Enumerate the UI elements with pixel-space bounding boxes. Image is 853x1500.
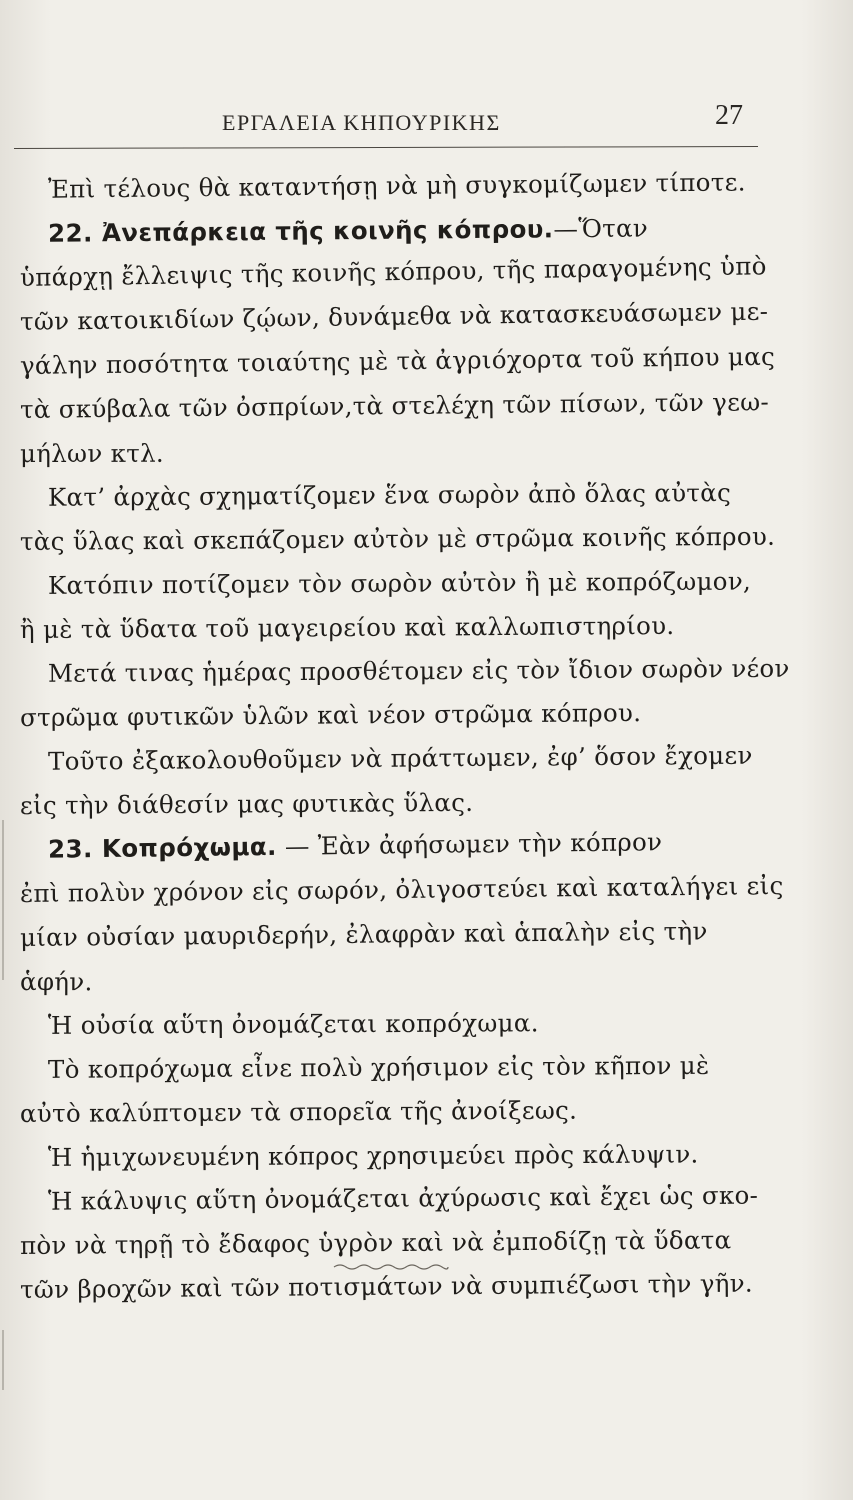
margin-shadow	[2, 1330, 4, 1390]
text-line	[20, 647, 790, 696]
line-text: τῶν βροχῶν καὶ τῶν ποτισμάτων νὰ συμπιέζωσι τὴν γῆν.	[19, 1268, 754, 1304]
section-number: 23.	[47, 834, 103, 864]
line-text: ἢ μὲ τὰ ὕδατα τοῦ μαγειρείου καὶ καλλωπιστηρίου.	[19, 611, 675, 644]
text-line	[20, 909, 790, 960]
line-text: πὸν νὰ τηρῇ τὸ ἔδαφος ὑγρὸν καὶ νὰ ἐμποδίζῃ τὰ ὕδατα	[19, 1225, 732, 1260]
section-heading: Ἀνεπάρκεια τῆς κοινῆς κόπρου.	[101, 214, 554, 248]
text-line	[20, 515, 790, 564]
text-line	[20, 1218, 790, 1268]
body-text	[20, 168, 790, 1312]
text-line	[20, 864, 790, 916]
margin-shadow	[2, 820, 4, 980]
text-line	[20, 690, 790, 740]
page-number: 27	[715, 100, 743, 131]
line-text: ἐπὶ πολὺν χρόνον εἰς σωρόν, ὀλιγοστεύει καὶ καταλήγει εἰς	[19, 871, 784, 908]
line-text: αὐτὸ καλύπτομεν τὰ σπορεῖα τῆς ἀνοίξεως.	[19, 1095, 578, 1128]
text-line	[20, 1087, 790, 1136]
line-text: στρῶμα φυτικῶν ὑλῶν καὶ νέον στρῶμα κόπρου.	[19, 698, 642, 732]
line-text: τῶν κατοικιδίων ζῴων, δυνάμεθα νὰ κατασκευάσωμεν με-	[19, 296, 769, 336]
text-line	[20, 733, 790, 784]
running-title: ΕΡΓΑΛΕΙΑ ΚΗΠΟΥΡΙΚΗΣ	[222, 110, 501, 135]
text-line	[20, 819, 790, 872]
text-line	[20, 335, 790, 388]
text-line	[20, 1132, 790, 1180]
line-text: μίαν οὐσίαν μαυριδερήν, ἐλαφρὰν καὶ ἁπαλὴν εἰς τὴν	[19, 916, 708, 952]
line-text: — Ἐὰν ἀφήσωμεν τὴν κόπρον	[276, 827, 663, 861]
section-number: 22.	[47, 218, 103, 248]
line-text: Ἡ κάλυψις αὕτη ὀνομάζεται ἀχύρωσις καὶ ἔχει ὡς σκο-	[47, 1180, 759, 1216]
line-text: Ἡ οὐσία αὕτη ὀνομάζεται κοπρόχωμα.	[47, 1008, 539, 1040]
page-header	[0, 90, 853, 150]
text-line	[20, 1000, 790, 1048]
line-text: ἁφήν.	[19, 967, 93, 997]
text-line	[20, 603, 790, 652]
section-heading: Κοπρόχωμα.	[101, 831, 277, 863]
text-line	[20, 380, 790, 432]
line-text: Κατ’ ἀρχὰς σχηματίζομεν ἕνα σωρὸν ἀπὸ ὅλας αὐτὰς	[47, 478, 732, 512]
text-line	[20, 431, 790, 476]
text-line	[20, 1173, 790, 1224]
line-text: τὰ σκύβαλα τῶν ὀσπρίων,τὰ στελέχη τῶν πίσων, τῶν γεω-	[19, 387, 770, 424]
line-text: εἰς τὴν διάθεσίν μας φυτικὰς ὕλας.	[19, 787, 474, 820]
line-text: Κατόπιν ποτίζομεν τὸν σωρὸν αὐτὸν ἢ μὲ κοπρόζωμον,	[47, 566, 752, 600]
text-line	[20, 160, 790, 212]
line-text: Τοῦτο ἐξακολουθοῦμεν νὰ πράττωμεν, ἐφ’ ὅσον ἔχομεν	[47, 740, 753, 776]
line-text: —Ὅταν	[553, 213, 649, 244]
line-text: Ἡ ἡμιχωνευμένη κόπρος χρησιμεύει πρὸς κάλυψιν.	[47, 1139, 699, 1172]
text-line	[20, 1043, 790, 1092]
line-text: Μετά τινας ἡμέρας προσθέτομεν εἰς τὸν ἴδιον σωρὸν νέον	[47, 653, 790, 688]
line-text: γάλην ποσότητα τοιαύτης μὲ τὰ ἀγριόχορτα τοῦ κήπου μας	[19, 341, 776, 380]
text-line	[20, 559, 790, 608]
line-text: Τὸ κοπρόχωμα εἶνε πολὺ χρήσιμον εἰς τὸν κῆπον μὲ	[47, 1050, 710, 1084]
tail-ornament	[332, 1262, 450, 1272]
text-line	[20, 471, 790, 520]
line-text: ὑπάρχῃ ἔλλειψις τῆς κοινῆς κόπρου, τῆς παραγομένης ὑπὸ	[19, 251, 767, 292]
line-text: τὰς ὕλας καὶ σκεπάζομεν αὐτὸν μὲ στρῶμα κοινῆς κόπρου.	[19, 521, 776, 556]
line-text: Ἐπὶ τέλους θὰ καταντήσῃ νὰ μὴ συγκομίζωμεν τίποτε.	[47, 167, 746, 204]
line-text: μήλων κτλ.	[19, 438, 165, 468]
